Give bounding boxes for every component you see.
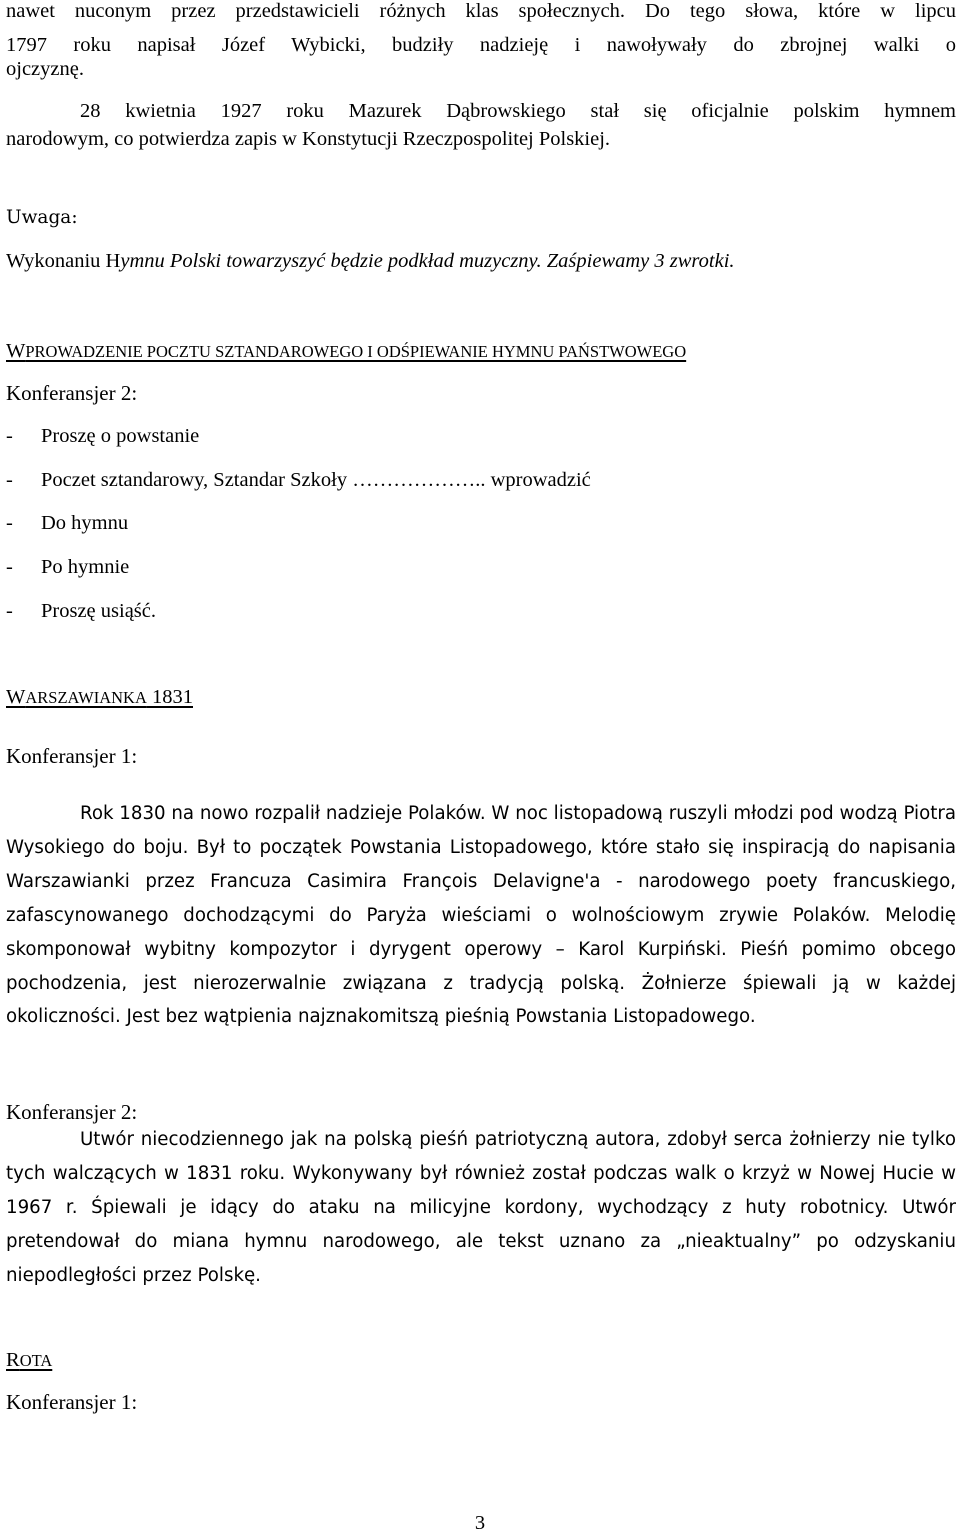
note-text-italic: ymnu Polski towarzyszyć będzie podkład muzyczny. Zaśpiewamy 3 zwrotki.: [120, 250, 735, 272]
intro-paragraph: [6, 0, 956, 28]
intro-line-2: 1797 roku napisał Józef Wybicki, budziły nadzieję i nawoływały do zbrojnej walki o: [6, 34, 956, 56]
intro-line-1: nawet nuconym przez przedstawicieli różnych klas społecznych. Do tego słowa, które w lipcu: [6, 0, 956, 22]
intro-line-3: ojczyznę.: [6, 58, 84, 80]
list-item: - Proszę usiąść.: [6, 600, 157, 622]
list-item-text: Poczet sztandarowy, Sztandar Szkoły ……………….. wprowadzić: [41, 469, 591, 491]
paragraph-warszawianka-1: [6, 797, 956, 1034]
section-heading-warszawianka: [6, 686, 193, 709]
intro-line-5: narodowym, co potwierdza zapis w Konstytucji Rzeczpospolitej Polskiej.: [6, 128, 611, 150]
page-number: 3: [474, 1512, 486, 1534]
heading-rest: PROWADZENIE POCZTU SZTANDAROWEGO I ODŚPIEWANIE HYMNU PAŃSTWOWEGO: [25, 342, 687, 361]
speaker-label: Konferansjer 1:: [6, 1390, 138, 1414]
note-text: [6, 250, 735, 273]
paragraph-text: Rok 1830 na nowo rozpalił nadzieje Polaków. W noc listopadową ruszyli młodzi pod wodzą Piotra Wysokiego do boju. Był to początek Powstania Listopadowego, które stało się inspiracją do napisania Warszawianki przez Francuza Casimira François Delavigne'a - narodowego poety francuskiego, zafascynowanego dochodzącymi do Paryża wieściami o wolnościowym zrywie Polaków. Melodię skomponował wybitny kompozytor i dyrygent operowy – Karol Kurpiński. Pieśń pomimo obcego pochodzenia, jest nierozerwalnie związana z tradycją polską. Żołnierze śpiewali ją w każdej okoliczności. Jest bez wątpienia najznakomitszą pieśnią Powstania Listopadowego.: [6, 803, 956, 1028]
section-heading-poczet: [6, 340, 686, 363]
heading-rest: OTA: [19, 1351, 53, 1370]
list-item: - Po hymnie: [6, 556, 130, 578]
list-item-text: Do hymnu: [41, 512, 129, 534]
list-item-text: Proszę o powstanie: [41, 425, 200, 447]
list-item: - Poczet sztandarowy, Sztandar Szkoły ……………….. wprowadzić: [6, 469, 591, 491]
note-label: Uwaga:: [6, 207, 78, 228]
list-item-text: Proszę usiąść.: [41, 600, 157, 622]
heading-initial: R: [6, 1349, 20, 1371]
list-item-text: Po hymnie: [41, 556, 130, 578]
section-heading-rota: [6, 1349, 52, 1372]
paragraph-warszawianka-2: [6, 1123, 956, 1293]
intro-line-2-wrap: [6, 28, 956, 62]
list-item: - Proszę o powstanie: [6, 425, 200, 447]
heading-year: 1831: [152, 686, 193, 708]
heading-initial: W: [6, 340, 26, 362]
intro-line-4: 28 kwietnia 1927 roku Mazurek Dąbrowskiego stał się oficjalnie polskim hymnem: [80, 100, 956, 122]
speaker-label: Konferansjer 1:: [6, 744, 138, 768]
list-item: - Do hymnu: [6, 512, 129, 534]
paragraph-text: Utwór niecodziennego jak na polską pieśń patriotyczną autora, zdobył serca żołnierzy nie tylko tych walczących w 1831 roku. Wykonywany był również został podczas walk o krzyż w Nowej Hucie w 1967 r. Śpiewali je idący do ataku na milicyjne kordony, wychodzący z huty robotnicy. Utwór pretendował do miana hymnu narodowego, ale tekst uznano za „nieaktualny” po odzyskaniu niepodległości przez Polskę.: [6, 1129, 956, 1286]
note-text-plain: Wykonaniu H: [6, 250, 121, 272]
speaker-label: Konferansjer 2:: [6, 381, 138, 405]
intro-line-4-wrap: [80, 94, 956, 128]
speaker-label: Konferansjer 2:: [6, 1100, 138, 1124]
heading-rest: ARSZAWIANKA: [25, 688, 147, 707]
heading-initial: W: [6, 686, 26, 708]
